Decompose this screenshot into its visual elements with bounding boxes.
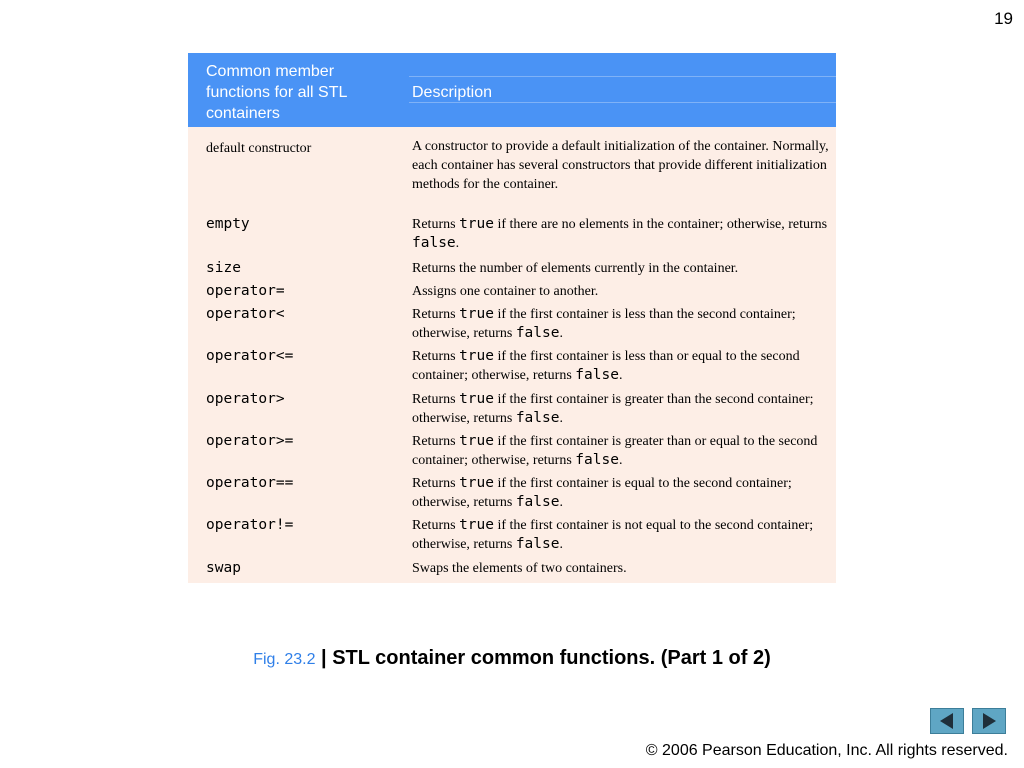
function-description: Returns the number of elements currently in the container. [412,261,739,276]
functions-table [188,53,836,583]
code-false: false [575,452,619,468]
code-true: true [459,433,494,449]
function-description: Returns true if the first container is equal to the second container; otherwise, returns false. [412,475,792,510]
caption-separator: | [315,647,333,669]
code-false: false [515,536,560,552]
code-true: true [459,348,494,364]
function-name: swap [206,560,241,576]
function-name: operator> [206,391,285,407]
function-description: Returns true if the first container is greater than or equal to the second container; otherwise, returns false. [412,433,818,468]
code-false: false [412,235,456,251]
function-name: size [206,260,241,276]
header-col-functions: Common member functions for all STL containers [206,63,347,122]
copyright-footer: © 2006 Pearson Education, Inc. All rights reserved. [645,742,1008,759]
table-header [188,53,836,127]
function-name: operator!= [206,517,294,533]
code-false: false [515,410,560,426]
function-name: operator== [206,475,294,491]
function-description: Assigns one container to another. [412,284,599,299]
function-name: operator= [206,283,285,299]
code-true: true [459,475,494,491]
header-col-description: Description [412,84,493,101]
left-arrow-icon [931,709,963,733]
function-description: Returns true if the first container is not equal to the second container; otherwise, returns false. [412,517,814,552]
function-name: operator< [206,306,285,322]
function-description: Returns true if there are no elements in the container; otherwise, returns false. [412,216,828,251]
previous-slide-button[interactable] [930,708,964,734]
header-divider [409,76,836,77]
code-true: true [459,306,494,322]
code-false: false [575,367,619,383]
figure-number: Fig. 23.2 [253,651,316,668]
function-name: empty [206,216,250,232]
right-arrow-icon [973,709,1005,733]
function-description: Swaps the elements of two containers. [412,561,627,576]
code-true: true [459,216,494,232]
figure-caption [0,647,1024,670]
function-description: Returns true if the first container is greater than the second container; otherwise, returns false. [412,391,814,426]
code-true: true [459,391,494,407]
function-name: operator<= [206,348,294,364]
function-description: Returns true if the first container is less than or equal to the second container; otherwise, returns false. [412,348,800,383]
function-description: Returns true if the first container is less than the second container; otherwise, returns false. [412,306,796,341]
function-name: operator>= [206,433,294,449]
function-name: default constructor [206,141,312,156]
function-description: A constructor to provide a default initialization of the container. Normally, each container has several constructors that provide different initialization methods for the container. [412,139,829,192]
caption-text: STL container common functions. (Part 1 of 2) [332,647,771,669]
code-false: false [515,494,560,510]
code-true: true [459,517,494,533]
code-false: false [515,325,560,341]
next-slide-button[interactable] [972,708,1006,734]
page-number: 19 [994,9,1013,28]
